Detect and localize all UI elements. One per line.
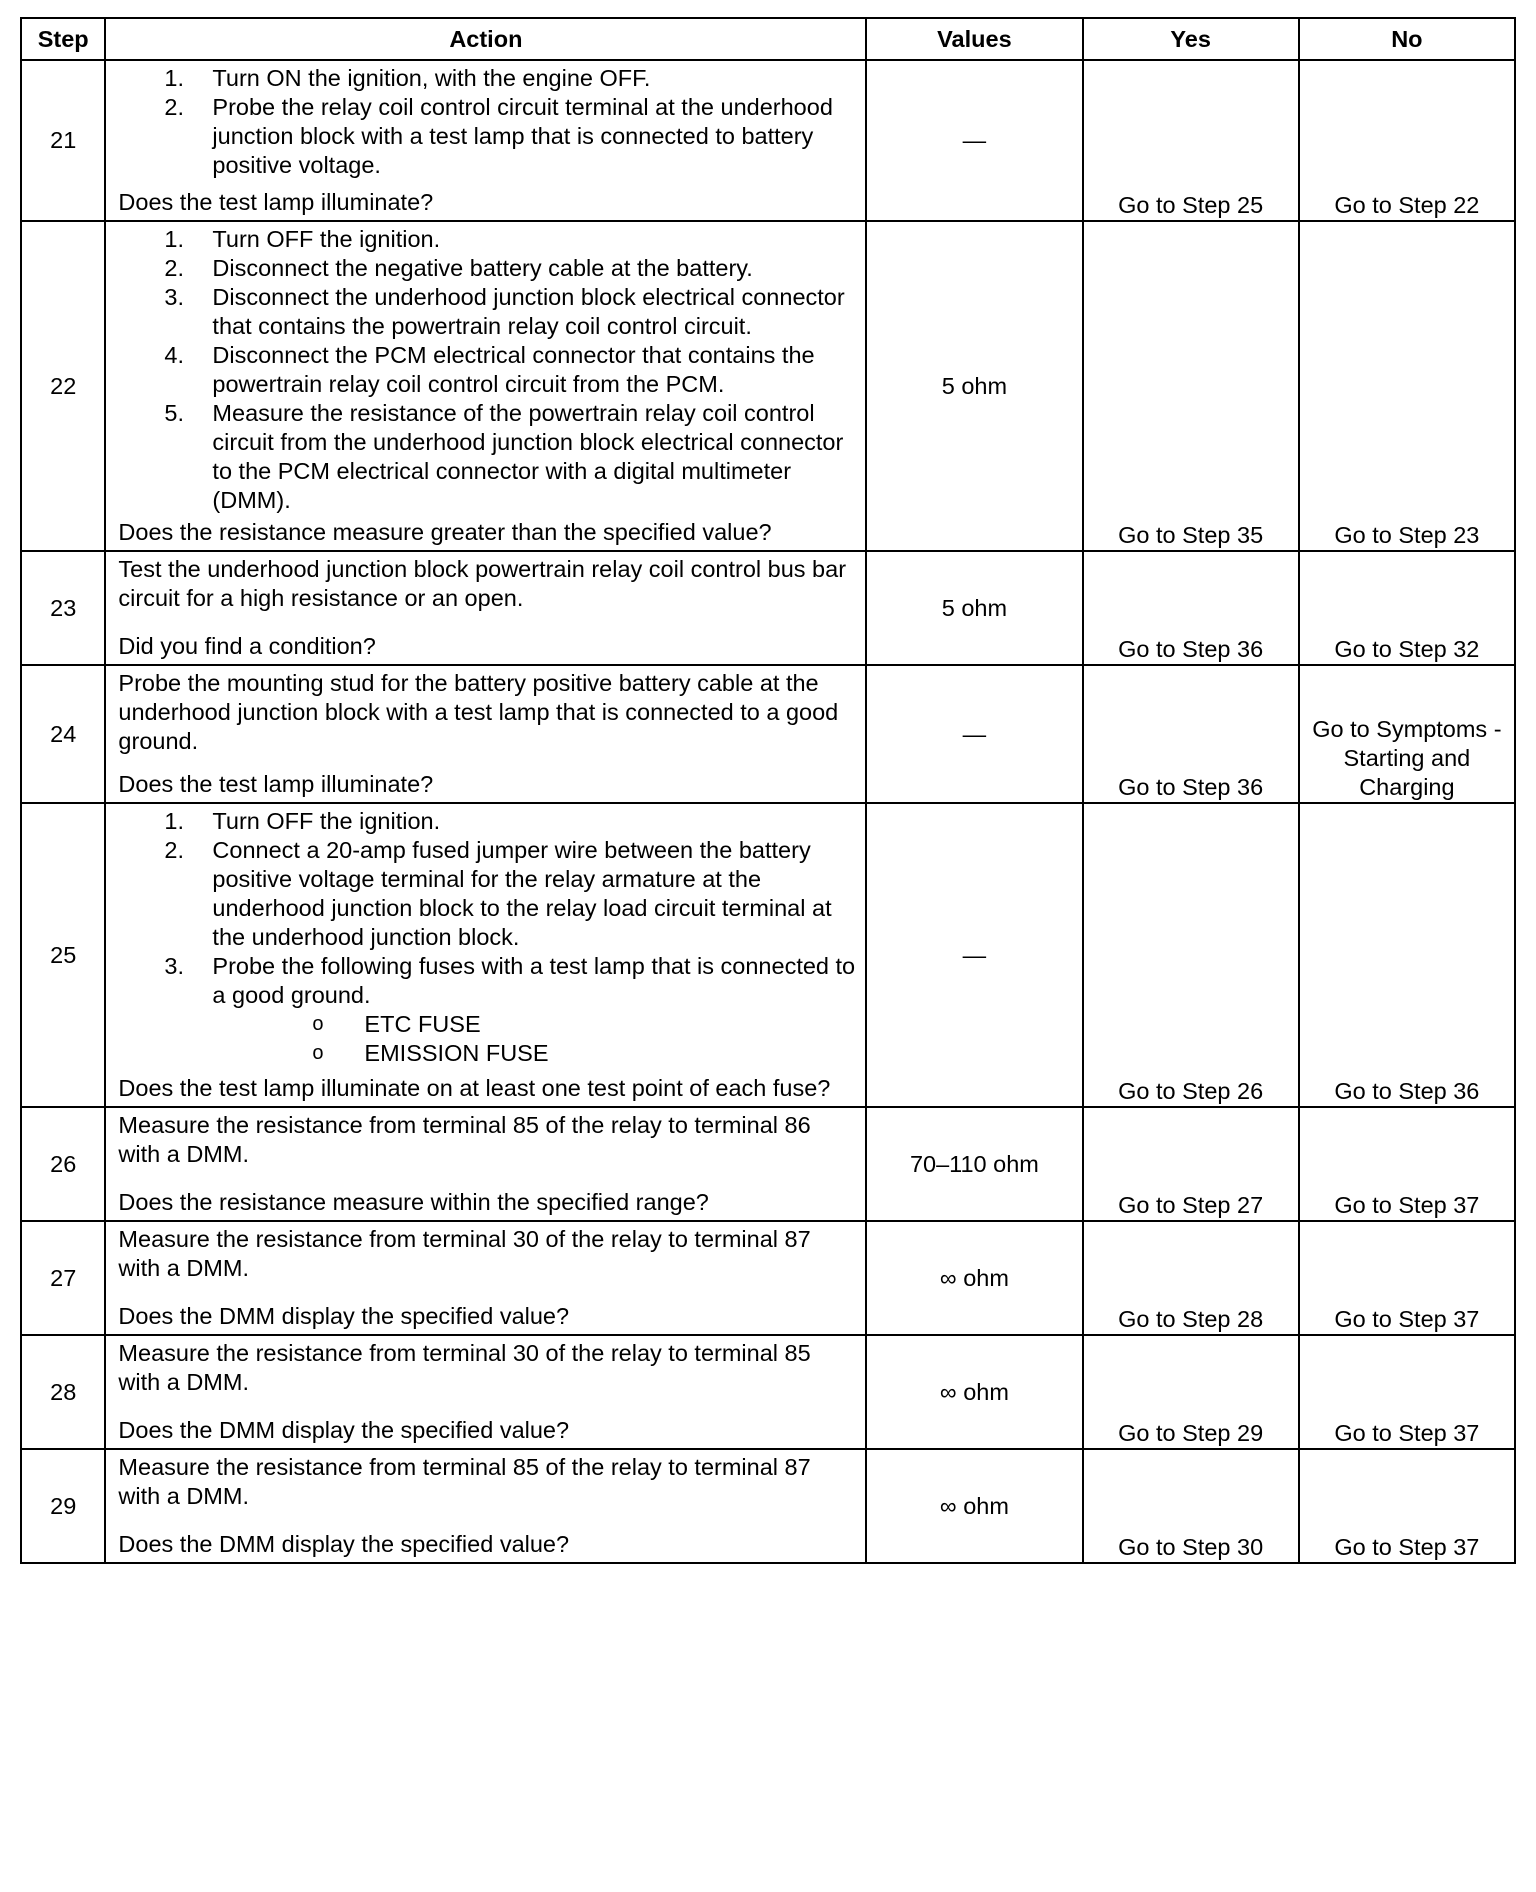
list-item [112,64,859,93]
header-values: Values [866,18,1082,60]
yes-cell: Go to Step 36 [1083,665,1299,803]
yes-cell: Go to Step 28 [1083,1221,1299,1335]
action-text: Test the underhood junction block powertrain relay coil control bus bar circuit for a high resistance or an open. [118,556,847,611]
action-body [112,666,859,756]
circle-bullet-icon: o [312,1042,324,1064]
yes-cell: Go to Step 29 [1083,1335,1299,1449]
list-item [112,225,859,254]
list-item [112,341,859,399]
action-cell [105,1449,866,1563]
action-question: Does the resistance measure within the specified range? [118,1189,709,1215]
step-number: 29 [21,1449,105,1563]
action-cell [105,1221,866,1335]
action-body [112,1108,859,1169]
step-number: 25 [21,803,105,1107]
no-cell: Go to Step 37 [1299,1449,1515,1563]
header-step: Step [21,18,105,60]
list-item [112,93,859,180]
step-number: 21 [21,60,105,221]
list-item-label: Turn OFF the ignition. [212,226,441,252]
value-cell: ∞ ohm [866,1335,1082,1449]
value-cell: — [866,60,1082,221]
header-row [21,18,1515,60]
action-content [112,61,859,219]
list-item-text [212,399,859,515]
sub-list-item-label: ETC FUSE [364,1011,481,1037]
no-cell: Go to Symptoms - Starting and Charging [1299,665,1515,803]
action-content [112,1108,859,1219]
table-row [21,221,1515,551]
step-number: 27 [21,1221,105,1335]
action-content [112,552,859,663]
yes-cell: Go to Step 25 [1083,60,1299,221]
sub-list-item-label: EMISSION FUSE [364,1040,549,1066]
yes-cell: Go to Step 27 [1083,1107,1299,1221]
list-item [112,254,859,283]
action-cell [105,1107,866,1221]
list-item-number: 2. [164,94,185,120]
list-item-number: 5. [164,400,185,426]
header-yes: Yes [1083,18,1299,60]
sub-list [212,1010,855,1068]
action-content [112,1222,859,1333]
list-item-label: Disconnect the PCM electrical connector that contains the powertrain relay coil control circuit from the PCM. [212,342,815,397]
table-row [21,1335,1515,1449]
table-row [21,551,1515,665]
value-cell: — [866,803,1082,1107]
action-body [112,222,859,515]
list-item-label: Turn ON the ignition, with the engine OFF. [212,65,651,91]
action-content [112,666,859,801]
no-cell: Go to Step 37 [1299,1221,1515,1335]
action-steps-list [112,61,859,180]
action-cell [105,803,866,1107]
header-action: Action [105,18,866,60]
list-item-text [212,807,859,836]
list-item-number: 3. [164,953,185,979]
list-item [112,836,859,952]
list-item-text [212,225,859,254]
action-body [112,1222,859,1283]
table-row [21,60,1515,221]
value-cell: ∞ ohm [866,1221,1082,1335]
list-item-number: 2. [164,837,185,863]
action-question: Does the DMM display the specified value? [118,1303,570,1329]
action-cell [105,1335,866,1449]
list-item-label: Probe the following fuses with a test lamp that is connected to a good ground. [212,953,856,1008]
action-content [112,1450,859,1561]
header-no: No [1299,18,1515,60]
list-item-label: Probe the relay coil control circuit terminal at the underhood junction block with a test lamp that is connected to battery positive voltage. [212,94,833,178]
step-number: 23 [21,551,105,665]
list-item-text [212,836,859,952]
table-row [21,1449,1515,1563]
value-cell: 5 ohm [866,551,1082,665]
no-cell: Go to Step 23 [1299,221,1515,551]
list-item-number: 1. [164,808,185,834]
action-question: Does the test lamp illuminate? [118,189,434,215]
list-item-label: Disconnect the underhood junction block electrical connector that contains the powertrain relay coil control circuit. [212,284,845,339]
no-cell: Go to Step 36 [1299,803,1515,1107]
list-item-text [212,952,859,1068]
list-item-text [212,93,859,180]
action-question: Does the test lamp illuminate on at least one test point of each fuse? [118,1075,831,1101]
step-number: 28 [21,1335,105,1449]
action-question: Does the test lamp illuminate? [118,771,434,797]
action-content [112,1336,859,1447]
action-body [112,1336,859,1397]
action-body [112,804,859,1068]
action-cell [105,221,866,551]
list-item-label: Connect a 20-amp fused jumper wire between the battery positive voltage terminal for the relay armature at the underhood junction block to the relay load circuit terminal at the underhood junction block. [212,837,832,950]
action-question: Does the resistance measure greater than the specified value? [118,519,772,545]
table-row [21,665,1515,803]
table-row [21,1221,1515,1335]
no-cell: Go to Step 32 [1299,551,1515,665]
action-text: Measure the resistance from terminal 85 of the relay to terminal 87 with a DMM. [118,1454,811,1509]
action-text: Measure the resistance from terminal 30 of the relay to terminal 87 with a DMM. [118,1226,811,1281]
list-item-number: 3. [164,284,185,310]
action-text: Measure the resistance from terminal 85 of the relay to terminal 86 with a DMM. [118,1112,811,1167]
value-cell: 5 ohm [866,221,1082,551]
list-item [112,283,859,341]
value-cell: — [866,665,1082,803]
action-cell [105,60,866,221]
yes-cell: Go to Step 26 [1083,803,1299,1107]
value-cell: 70–110 ohm [866,1107,1082,1221]
yes-cell: Go to Step 35 [1083,221,1299,551]
list-item-number: 4. [164,342,185,368]
list-item-text [212,64,859,93]
list-item [112,952,859,1068]
list-item-number: 2. [164,255,185,281]
list-item [112,399,859,515]
diagnostic-table [20,17,1516,1564]
no-cell: Go to Step 37 [1299,1107,1515,1221]
sub-list-item [212,1039,855,1068]
list-item-label: Turn OFF the ignition. [212,808,441,834]
no-cell: Go to Step 37 [1299,1335,1515,1449]
list-item-number: 1. [164,226,185,252]
action-cell [105,551,866,665]
list-item-label: Measure the resistance of the powertrain relay coil control circuit from the underhood junction block electrical connector to the PCM electrical connector with a digital multimeter (DMM). [212,400,844,513]
list-item-text [212,283,859,341]
action-content [112,222,859,549]
action-question: Does the DMM display the specified value? [118,1531,570,1557]
circle-bullet-icon: o [312,1013,324,1035]
value-cell: ∞ ohm [866,1449,1082,1563]
action-steps-list [112,222,859,515]
list-item-text [212,254,859,283]
action-steps-list [112,804,859,1068]
action-text: Probe the mounting stud for the battery positive battery cable at the underhood junction block with a test lamp that is connected to a good ground. [118,670,839,754]
yes-cell: Go to Step 36 [1083,551,1299,665]
no-cell: Go to Step 22 [1299,60,1515,221]
action-body [112,552,859,613]
table-row [21,1107,1515,1221]
action-text: Measure the resistance from terminal 30 of the relay to terminal 85 with a DMM. [118,1340,811,1395]
action-question: Did you find a condition? [118,633,376,659]
sub-list-item [212,1010,855,1039]
table-row [21,803,1515,1107]
action-body [112,61,859,180]
list-item-text [212,341,859,399]
action-cell [105,665,866,803]
step-number: 22 [21,221,105,551]
step-number: 26 [21,1107,105,1221]
list-item-label: Disconnect the negative battery cable at the battery. [212,255,753,281]
action-content [112,804,859,1105]
action-body [112,1450,859,1511]
action-question: Does the DMM display the specified value? [118,1417,570,1443]
list-item-number: 1. [164,65,185,91]
step-number: 24 [21,665,105,803]
list-item [112,807,859,836]
yes-cell: Go to Step 30 [1083,1449,1299,1563]
